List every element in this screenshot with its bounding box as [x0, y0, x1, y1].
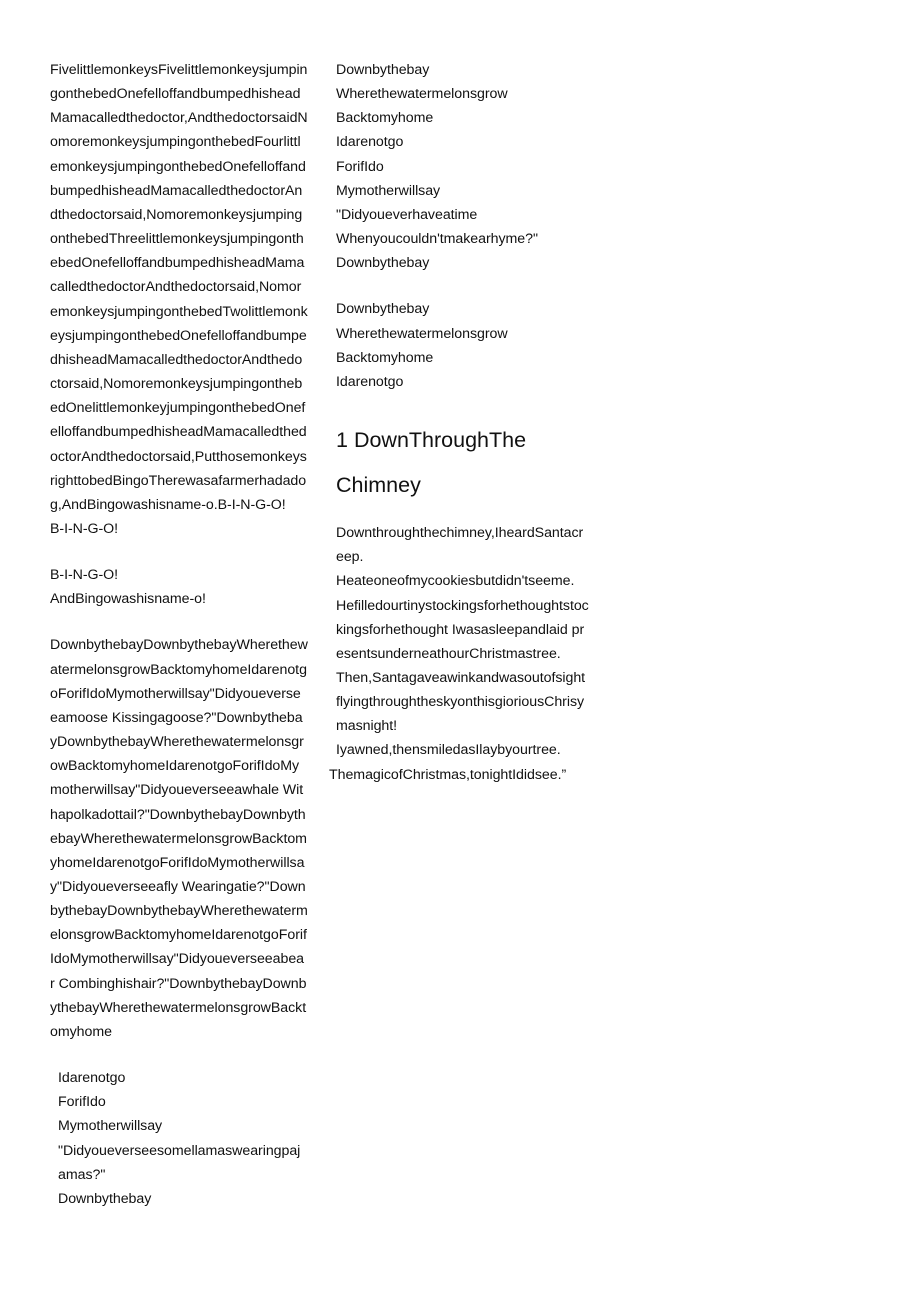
verse-line: Downbythebay — [58, 1190, 152, 1207]
verse-line: "Didyoueverhaveatime — [336, 206, 478, 223]
down-by-the-bay-paragraph: DownbythebayDownbythebayWherethewatermelonsgrowBacktomyhomeIdarenotgoForifIdoMymotherwillsay"Didyoueverseeamoose Kissingagoose?"DownbythebayDownbythebayWherethewatermelonsgrowBacktomyhomeIdarenotgoForifIdoMymotherwillsay"Didyoueverseeawhale Withapolkadottail?"DownbythebayDownbythebayWherethewatermelonsgrowBacktomyhomeIdarenotgoForifIdoMymotherwillsay"Didyoueverseeafly Wearingatie?"DownbythebayDownbythebayWherethewatermelonsgrowBacktomyhomeIdarenotgoForifIdoMymotherwillsay"Didyoueverseeabear Combinghishair?"DownbythebayDownbythebayWherethewatermelonsgrowBacktomyhome — [50, 637, 308, 1040]
section-title-line-1: DownThroughThe — [353, 428, 527, 453]
poem-line: flyingthroughtheskyonthisgioriousChrisymasnight! — [336, 694, 585, 735]
poem-line: Downthroughthechimney,IheardSantacreep. — [336, 525, 584, 566]
verse-line: Downbythebay — [336, 301, 430, 318]
section-title-line-2: Chimney — [336, 472, 421, 497]
verse-line: "Didyoueverseesomellamaswearingpajamas?" — [58, 1142, 301, 1183]
rhyme-verse — [336, 58, 598, 275]
verse-line: Backtomyhome — [336, 349, 434, 366]
poem-line: Hefilledourtinystockingsforhethoughtstockingsforhethought Iwasasleepandlaid presentsunderneathourChristmastree. — [336, 597, 589, 662]
verse-line: Backtomyhome — [336, 110, 434, 127]
verse-line: Wherethewatermelonsgrow — [336, 86, 508, 103]
verse-line: Mymotherwillsay — [58, 1118, 163, 1135]
closing-verse — [336, 297, 598, 394]
verse-line: ForifIdo — [336, 158, 384, 175]
left-column — [50, 58, 312, 1211]
poem-line: ThemagicofChristmas,tonightIdidsee.” — [329, 766, 567, 783]
verse-line: Wherethewatermelonsgrow — [336, 325, 508, 342]
verse-line: Whenyoucouldn'tmakearhyme?" — [336, 231, 538, 248]
section-number: 1 — [336, 428, 348, 453]
section-heading — [336, 418, 598, 507]
llamas-verse — [50, 1066, 312, 1211]
monkeys-bingo-paragraph: FivelittlemonkeysFivelittlemonkeysjumpingonthebedOnefelloffandbumpedhisheadMamacalledthedoctor,AndthedoctorsaidNomoremonkeysjumpingonthebedFourlittlemonkeysjumpingonthebedOnefelloffandbumpedhisheadMamacalledthedoctorAndthedoctorsaid,NomoremonkeysjumpingonthebedThreelittlemonkeysjumpingonthebedOnefelloffandbumpedhisheadMamacalledthedoctorAndthedoctorsaid,NomoremonkeysjumpingonthebedTwolittlemonkeysjumpingonthebedOnefelloffandbumpedhisheadMamacalledthedoctorAndthedoctorsaid,NomoremonkeysjumpingonthebedOnelittlemonkeyjumpingonthebedOnefelloffandbumpedhisheadMamacalledthedoctorAndthedoctorsaid,PutthosemonkeysrighttobedBingoTherewasafarmerhadadog,AndBingowashisname-o.B-I-N-G-O! — [50, 62, 308, 513]
poem-line: Iyawned,thensmiledasIlaybyourtree. — [336, 742, 561, 759]
verse-line: ForifIdo — [58, 1094, 106, 1111]
verse-line: Mymotherwillsay — [336, 182, 441, 199]
verse-line: Idarenotgo — [336, 373, 404, 390]
bingo-line: AndBingowashisname-o! — [50, 591, 206, 608]
verse-line: Downbythebay — [336, 255, 430, 272]
verse-line: Downbythebay — [336, 62, 430, 78]
bingo-line: B-I-N-G-O! — [50, 520, 119, 537]
poem-line: Heateoneofmycookiesbutdidn'tseeme. — [336, 573, 575, 590]
verse-line: Idarenotgo — [336, 134, 404, 151]
poem-line: Then,Santagaveawinkandwasoutofsight — [336, 669, 586, 686]
verse-line: Idarenotgo — [58, 1070, 126, 1087]
right-column — [329, 58, 598, 787]
bingo-line: B-I-N-G-O! — [50, 567, 119, 584]
chimney-poem — [329, 521, 598, 787]
